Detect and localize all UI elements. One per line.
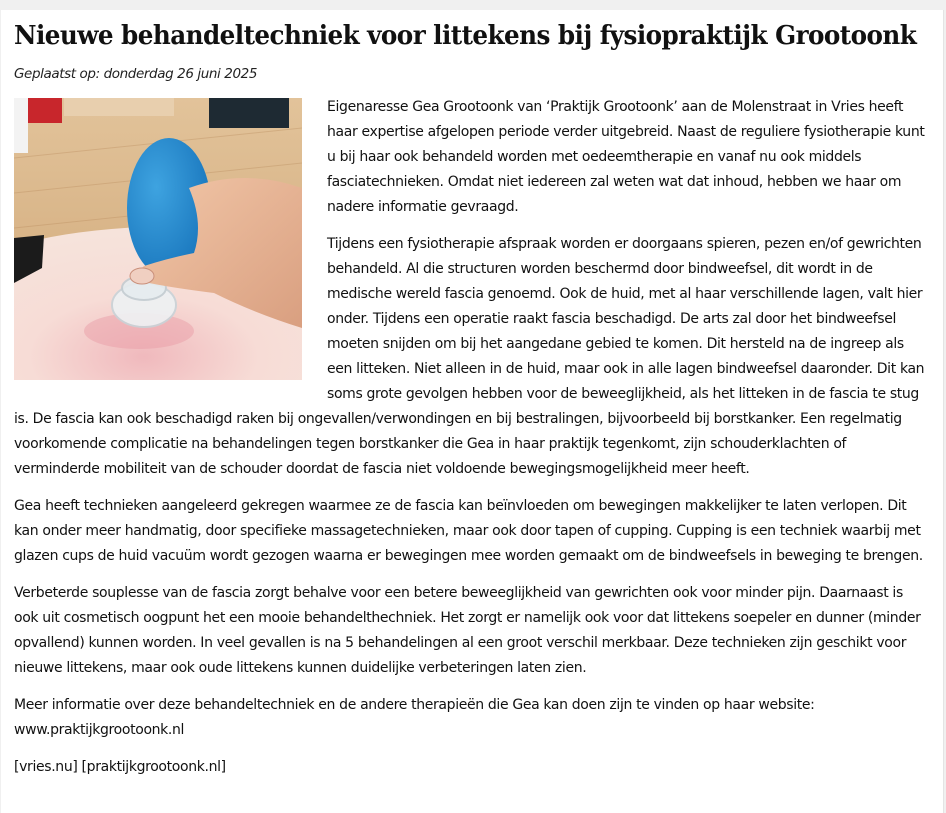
article-content xyxy=(1,20,943,780)
website-link[interactable]: www.praktijkgrootoonk.nl xyxy=(14,722,185,738)
more-info-text: Meer informatie over deze behandeltechniek en de andere therapieën die Gea kan doen zijn te vinden op haar website: xyxy=(14,697,815,713)
article-title: Nieuwe behandeltechniek voor littekens bij fysiopraktijk Grootoonk xyxy=(14,20,917,51)
paragraph-intro: Eigenaresse Gea Grootoonk van ‘Praktijk Grootoonk’ aan de Molenstraat in Vries heeft haar expertise afgelopen periode verder uitgebreid. Naast de reguliere fysiotherapie kunt u bij haar ook behandeld worden met oedeemtherapie en vanaf nu ook middels fasciatechnieken. Omdat niet iedereen zal weten wat dat inhoud, hebben we haar om nadere informatie gevraagd. xyxy=(327,99,925,215)
cupping-photo-image xyxy=(14,98,302,380)
publish-date: Geplaatst op: donderdag 26 juni 2025 xyxy=(14,66,258,82)
paragraph-techniques: Gea heeft technieken aangeleerd gekregen waarmee ze de fascia kan beïnvloeden om bewegingen makkelijker te laten verlopen. Dit kan onder meer handmatig, door specifieke massagetechnieken, maar ook door tapen of cupping. Cupping is een techniek waarbij met glazen cups de huid vacuüm wordt gezogen waarna er bewegingen mee worden gemaakt om de bindweefsels in beweging te brengen. xyxy=(14,498,923,564)
paragraph-benefits: Verbeterde souplesse van de fascia zorgt behalve voor een betere beweeglijkheid van gewrichten ook voor minder pijn. Daarnaast is ook uit cosmetisch oogpunt het een mooie behandelthechniek. Het zorgt er namelijk ook voor dat littekens soepeler en dunner (minder opvallend) kunnen worden. In veel gevallen is na 5 behandelingen al een groot verschil merkbaar. Deze technieken zijn geschikt voor nieuwe littekens, maar ook oude littekens kunnen duidelijke verbeteringen laten zien. xyxy=(14,585,921,676)
paragraph-more-info xyxy=(14,693,931,743)
page xyxy=(1,10,944,813)
article-body xyxy=(14,95,931,780)
paragraph-fascia: Tijdens een fysiotherapie afspraak worden er doorgaans spieren, pezen en/of gewrichten behandeld. Al die structuren worden beschermd door bindweefsel, dit wordt in de medische wereld fascia genoemd. Ook de huid, met al haar verschillende lagen, valt hier onder. Tijdens een operatie raakt fascia beschadigd. De arts zal door het bindweefsel moeten snijden om bij het aangedane gebied te komen. Dit hersteld na de ingreep als een litteken. Niet alleen in de huid, maar ook in alle lagen bindweefsel daaronder. Dit kan soms grote gevolgen hebben voor de beweeglijkheid, als het litteken in de fascia te stug is. De fascia kan ook beschadigd raken bij ongevallen/verwondingen en bij bestralingen, bijvoorbeeld bij borstkanker. Een regelmatig voorkomende complicatie na behandelingen tegen borstkanker die Gea in haar praktijk tegenkomt, zijn schouderklachten of verminderde mobiliteit van de schouder doordat de fascia niet voldoende bewegingsmogelijkheid meer heeft. xyxy=(14,236,925,477)
sources: [vries.nu] [praktijkgrootoonk.nl] xyxy=(14,759,226,775)
cupping-photo xyxy=(14,98,302,380)
